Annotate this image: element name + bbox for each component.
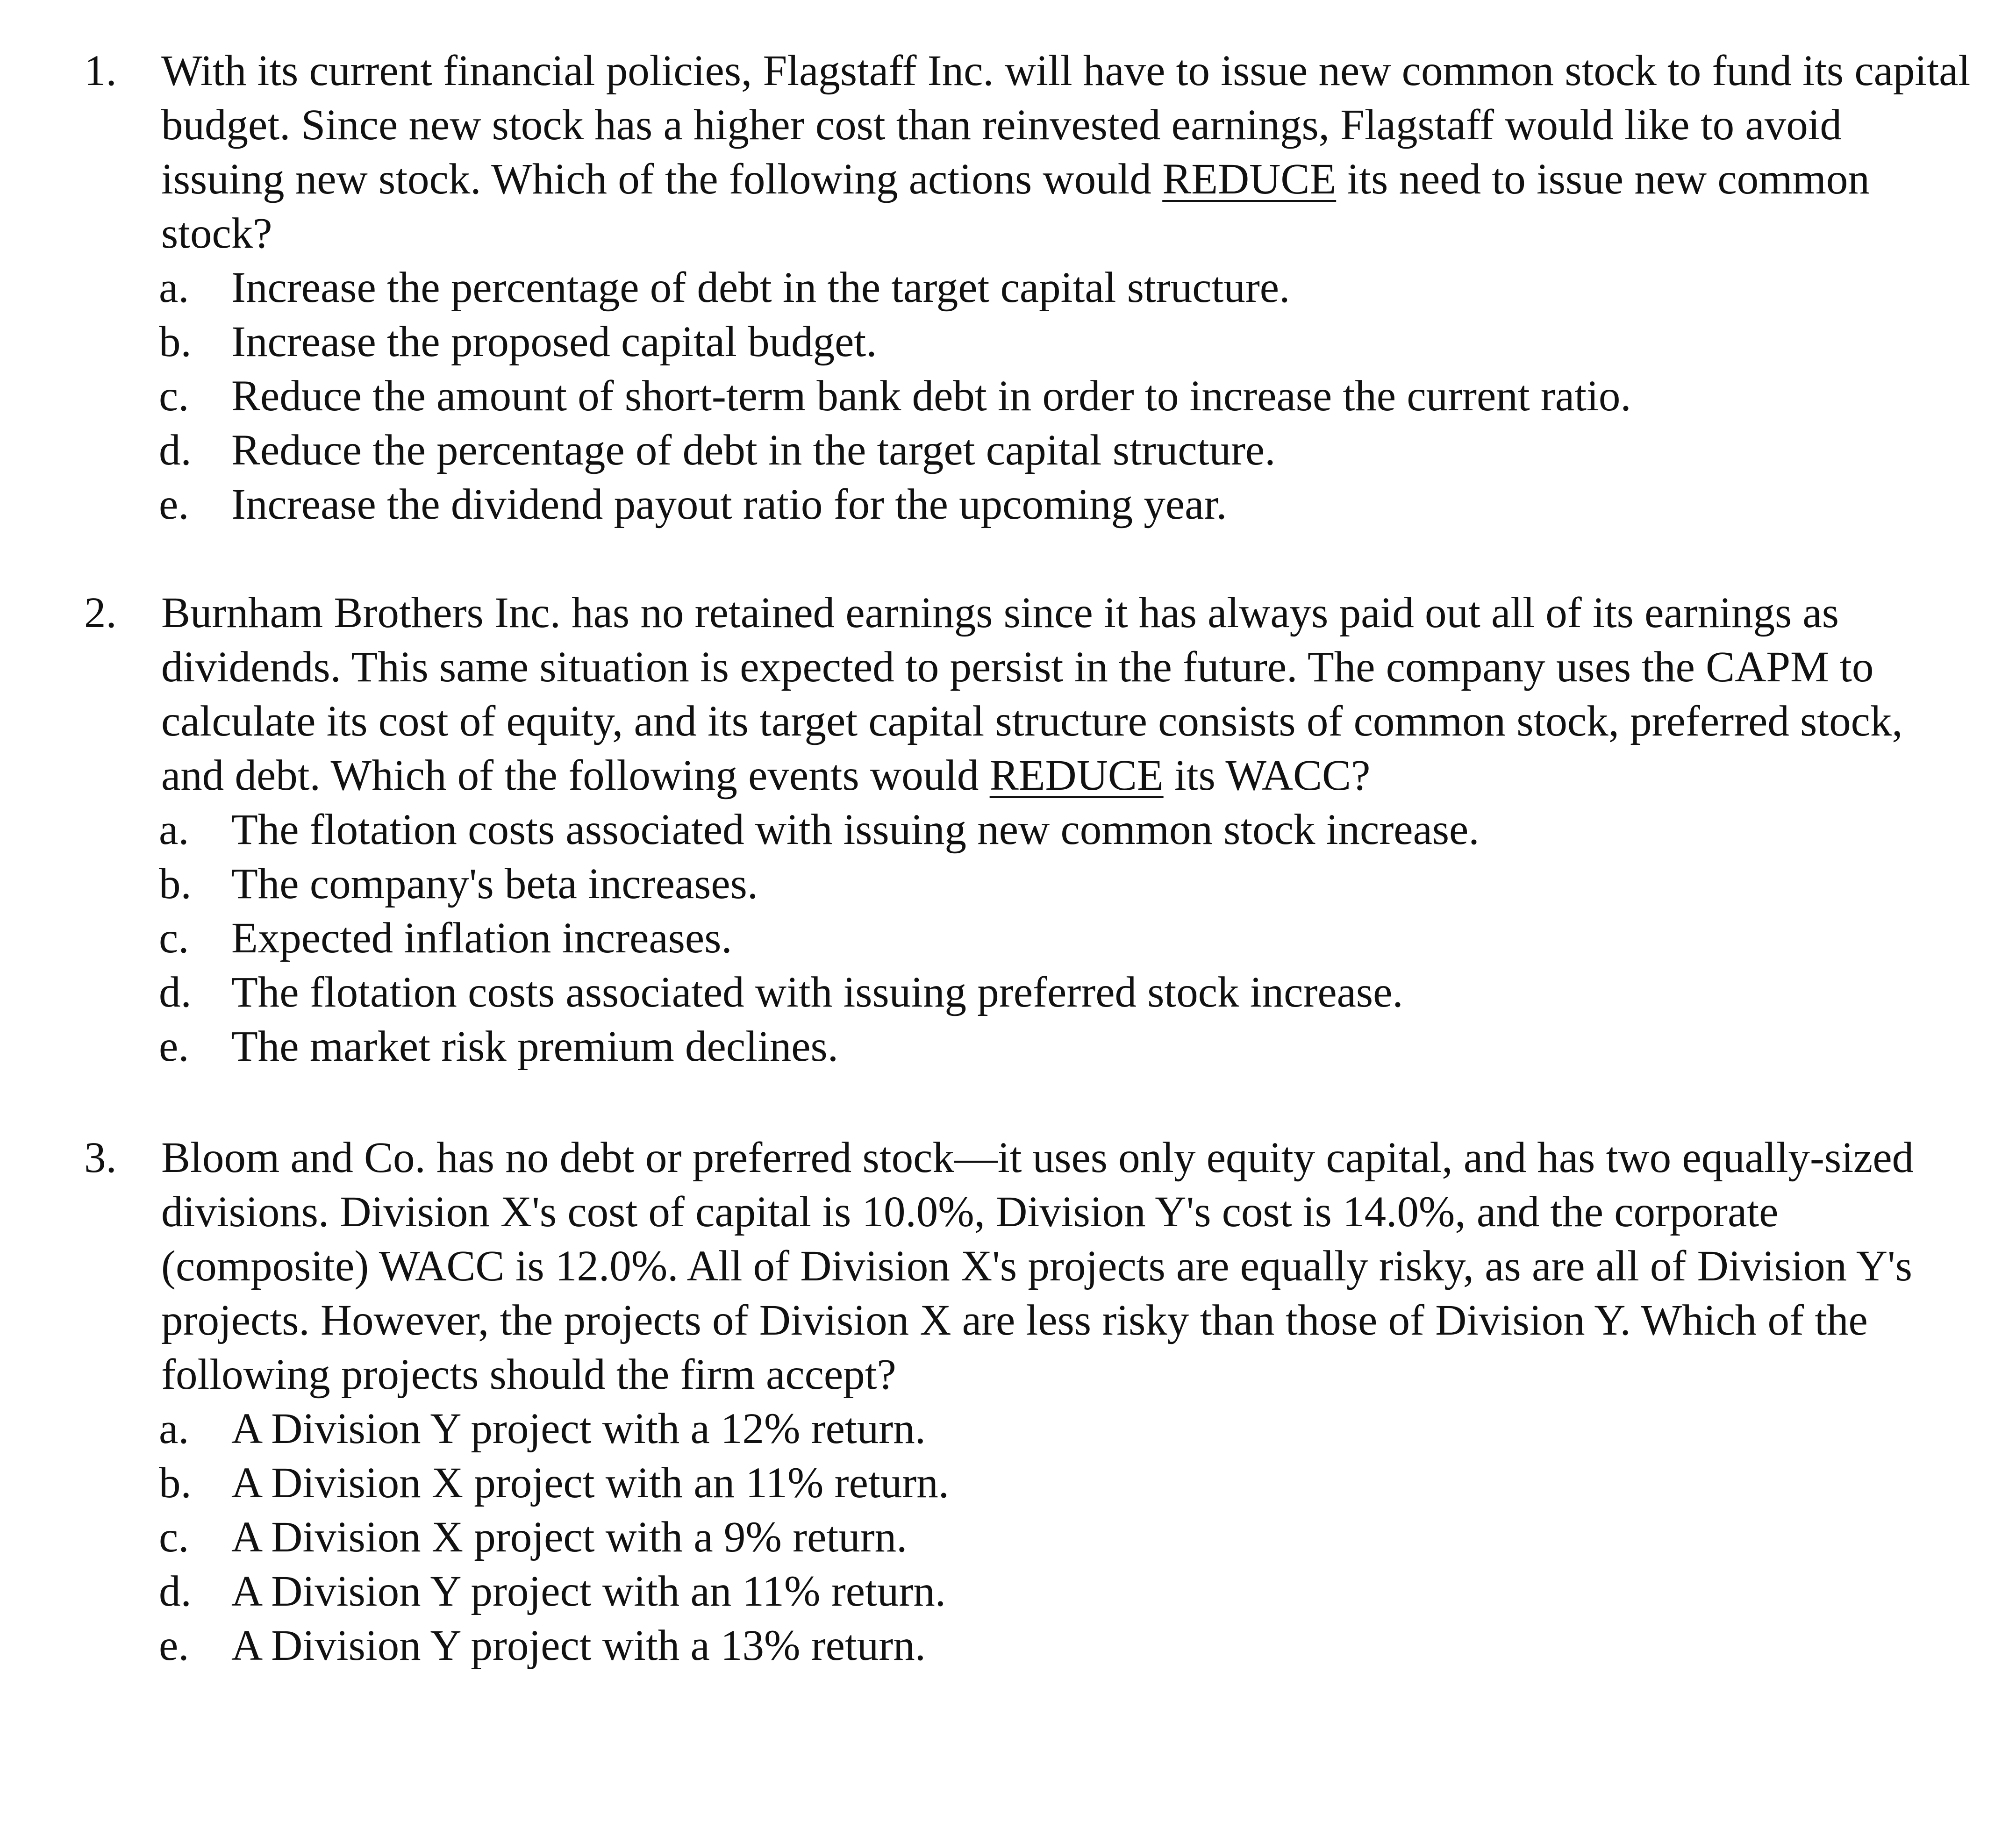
option-c	[84, 911, 1972, 965]
option-letter: a.	[159, 806, 189, 854]
option-letter: a.	[159, 264, 189, 312]
option-d	[84, 965, 1972, 1020]
option-c	[84, 1510, 1972, 1565]
option-e	[84, 1020, 1972, 1074]
answer-options	[84, 803, 1972, 1074]
question-number: 2.	[84, 589, 117, 637]
question-stem	[84, 44, 1972, 261]
emphasis-underlined: REDUCE	[1162, 155, 1337, 203]
option-b	[84, 857, 1972, 911]
option-letter: e.	[159, 1022, 189, 1071]
question-text-part: its need to issue new common stock?	[161, 155, 1870, 257]
question-stem	[84, 586, 1972, 803]
answer-options	[84, 1402, 1972, 1673]
option-e	[84, 1619, 1972, 1673]
option-letter: c.	[159, 914, 189, 962]
question-text	[161, 586, 1972, 803]
question-1	[84, 44, 1972, 532]
option-letter: e.	[159, 1622, 189, 1670]
option-a	[84, 803, 1972, 857]
question-stem	[84, 1131, 1972, 1402]
option-text: A Division Y project with an 11% return.	[231, 1567, 946, 1615]
option-b	[84, 1456, 1972, 1510]
question-text-part: its WACC?	[1163, 751, 1371, 800]
question-number: 3.	[84, 1134, 117, 1182]
option-text: A Division Y project with a 13% return.	[231, 1622, 926, 1670]
option-a	[84, 1402, 1972, 1456]
option-text: The market risk premium declines.	[231, 1022, 839, 1071]
option-text: The flotation costs associated with issuing preferred stock increase.	[231, 968, 1403, 1016]
option-letter: e.	[159, 480, 189, 529]
question-text-part: With its current financial policies, Flagstaff Inc. will have to issue new common stock to fund its capital budget. Since new stock has a higher cost than reinvested earnings, Flagstaff would like to avoid issuing new stock. Which of the following actions would	[161, 47, 1971, 203]
question-number: 1.	[84, 47, 117, 95]
option-text: The flotation costs associated with issuing new common stock increase.	[231, 806, 1480, 854]
option-text: Reduce the percentage of debt in the target capital structure.	[231, 426, 1276, 474]
question-text	[161, 44, 1972, 261]
option-letter: b.	[159, 860, 192, 908]
option-text: Reduce the amount of short-term bank debt in order to increase the current ratio.	[231, 372, 1631, 420]
option-d	[84, 1565, 1972, 1619]
option-letter: c.	[159, 372, 189, 420]
option-letter: d.	[159, 1567, 192, 1615]
option-text: Expected inflation increases.	[231, 914, 732, 962]
option-c	[84, 369, 1972, 423]
emphasis-underlined: REDUCE	[989, 751, 1164, 800]
question-3	[84, 1131, 1972, 1673]
option-text: Increase the percentage of debt in the target capital structure.	[231, 264, 1290, 312]
question-text: Bloom and Co. has no debt or preferred stock—it uses only equity capital, and has two equally-sized divisions. Division X's cost of capital is 10.0%, Division Y's cost is 14.0%, and the corporate (composite) WACC is 12.0%. All of Division X's projects are equally risky, as are all of Division Y's projects. However, the projects of Division X are less risky than those of Division Y. Which of the following projects should the firm accept?	[161, 1134, 1914, 1399]
option-d	[84, 423, 1972, 478]
option-text: Increase the dividend payout ratio for the upcoming year.	[231, 480, 1227, 529]
option-letter: d.	[159, 968, 192, 1016]
option-text: A Division X project with a 9% return.	[231, 1513, 908, 1561]
option-text: A Division Y project with a 12% return.	[231, 1405, 926, 1453]
option-text: The company's beta increases.	[231, 860, 758, 908]
option-letter: d.	[159, 426, 192, 474]
option-text: Increase the proposed capital budget.	[231, 318, 877, 366]
option-text: A Division X project with an 11% return.	[231, 1459, 949, 1507]
question-2	[84, 586, 1972, 1074]
option-b	[84, 315, 1972, 369]
answer-options	[84, 261, 1972, 532]
option-letter: a.	[159, 1405, 189, 1453]
question-text-part: Burnham Brothers Inc. has no retained earnings since it has always paid out all of its earnings as dividends. This same situation is expected to persist in the future. The company uses the CAPM to calculate its cost of equity, and its target capital structure consists of common stock, preferred stock, and debt. Which of the following events would	[161, 589, 1903, 800]
option-letter: b.	[159, 318, 192, 366]
option-a	[84, 261, 1972, 315]
option-letter: c.	[159, 1513, 189, 1561]
option-letter: b.	[159, 1459, 192, 1507]
option-e	[84, 478, 1972, 532]
